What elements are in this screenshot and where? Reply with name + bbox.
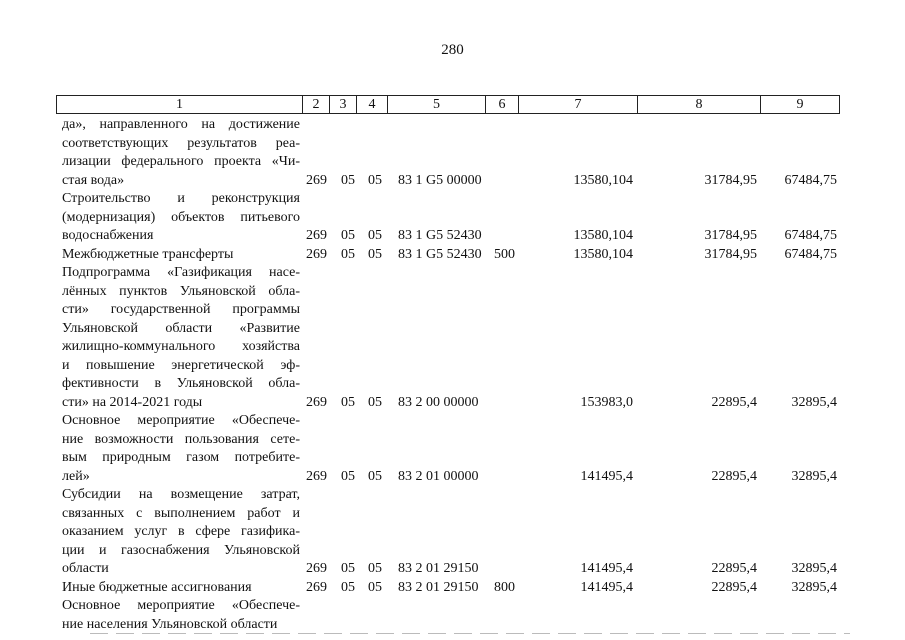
- code-cell: 269: [306, 172, 327, 188]
- table-row-name: [62, 486, 300, 579]
- row-name-line: сти» на 2014-2021 годы: [62, 394, 203, 410]
- amount-2021-cell: 67484,75: [784, 246, 837, 262]
- row-name-line: соответствующих результатов реа-: [62, 135, 300, 151]
- code-cell: 269: [306, 228, 327, 243]
- section-cell: 05: [341, 579, 355, 595]
- row-name-line: области: [62, 561, 109, 576]
- row-name-line: ние населения Ульяновской области: [62, 616, 278, 632]
- row-name-line: Межбюджетные трансферты: [62, 246, 234, 262]
- row-name-line: Подпрограмма «Газификация насе-: [62, 265, 300, 280]
- row-name-line: Основное мероприятие «Обеспече-: [62, 413, 300, 428]
- amount-2019-cell: 13580,104: [573, 172, 633, 188]
- amount-2020-cell: 22895,4: [711, 579, 757, 595]
- table-row-name: [62, 597, 300, 634]
- row-name-line: стая вода»: [62, 172, 125, 188]
- amount-2020-cell: 31784,95: [704, 172, 757, 188]
- column-header-6: 6: [486, 96, 519, 114]
- table-row-name: [62, 116, 300, 190]
- column-header-2: 2: [303, 96, 330, 114]
- amount-2019-cell: 141495,4: [580, 561, 633, 576]
- subsection-cell: 05: [368, 228, 382, 243]
- row-name-line: связанных с выполнением работ и: [62, 505, 300, 521]
- subsection-cell: 05: [368, 579, 382, 595]
- amount-2021-cell: 67484,75: [784, 172, 837, 188]
- target-article-cell: 83 1 G5 00000: [398, 172, 482, 188]
- subsection-cell: 05: [368, 394, 382, 410]
- code-cell: 269: [306, 579, 327, 595]
- amount-2021-cell: 32895,4: [791, 561, 837, 576]
- subsection-cell: 05: [368, 468, 382, 484]
- amount-2021-cell: 32895,4: [791, 468, 837, 484]
- amount-2019-cell: 13580,104: [573, 228, 633, 243]
- section-cell: 05: [341, 561, 355, 576]
- row-name-line: сти» государственной программы: [62, 302, 300, 317]
- row-name-line: Иные бюджетные ассигнования: [62, 579, 252, 595]
- amount-2019-cell: 13580,104: [573, 246, 633, 262]
- column-header-1: 1: [57, 96, 303, 114]
- row-name-line: оказанием услуг в сфере газифика-: [62, 524, 300, 539]
- scan-edge-line: [90, 633, 850, 634]
- column-header-5: 5: [388, 96, 486, 114]
- column-header-4: 4: [357, 96, 388, 114]
- table-row-name: [62, 264, 300, 412]
- column-header-3: 3: [330, 96, 357, 114]
- row-name-line: ние возможности пользования сете-: [62, 431, 300, 447]
- expense-type-cell: 800: [494, 579, 515, 595]
- row-name-line: да», направленного на достижение: [62, 117, 300, 132]
- amount-2021-cell: 67484,75: [784, 228, 837, 243]
- amount-2020-cell: 31784,95: [704, 228, 757, 243]
- amount-2021-cell: 32895,4: [791, 394, 837, 410]
- expense-type-cell: 500: [494, 246, 515, 262]
- column-header-9: 9: [761, 96, 840, 114]
- section-cell: 05: [341, 246, 355, 262]
- row-name-line: водоснабжения: [62, 228, 154, 243]
- code-cell: 269: [306, 468, 327, 484]
- row-name-line: Субсидии на возмещение затрат,: [62, 487, 300, 502]
- section-cell: 05: [341, 172, 355, 188]
- target-article-cell: 83 2 00 00000: [398, 394, 479, 410]
- target-article-cell: 83 2 01 29150: [398, 579, 479, 595]
- subsection-cell: 05: [368, 172, 382, 188]
- section-cell: 05: [341, 228, 355, 243]
- target-article-cell: 83 2 01 29150: [398, 561, 479, 576]
- amount-2020-cell: 31784,95: [704, 246, 757, 262]
- code-cell: 269: [306, 561, 327, 576]
- table-row-name: [62, 246, 300, 265]
- amount-2020-cell: 22895,4: [711, 561, 757, 576]
- section-cell: 05: [341, 394, 355, 410]
- column-header-7: 7: [519, 96, 638, 114]
- table-row-name: [62, 412, 300, 486]
- target-article-cell: 83 1 G5 52430: [398, 228, 482, 243]
- amount-2019-cell: 141495,4: [580, 468, 633, 484]
- table-row-name: [62, 579, 300, 598]
- row-name-line: вым природным газом потребите-: [62, 450, 300, 465]
- subsection-cell: 05: [368, 246, 382, 262]
- row-name-line: жилищно-коммунального хозяйства: [62, 339, 300, 354]
- row-name-line: лизации федерального проекта «Чи-: [62, 154, 300, 169]
- row-name-line: Основное мероприятие «Обеспече-: [62, 598, 300, 613]
- column-header-row: [56, 95, 840, 114]
- amount-2021-cell: 32895,4: [791, 579, 837, 595]
- table-row-name: [62, 190, 300, 246]
- row-name-line: лённых пунктов Ульяновской обла-: [62, 283, 300, 299]
- page-number: 280: [441, 42, 464, 58]
- amount-2019-cell: 141495,4: [580, 579, 633, 595]
- code-cell: 269: [306, 394, 327, 410]
- target-article-cell: 83 1 G5 52430: [398, 246, 482, 262]
- amount-2020-cell: 22895,4: [711, 394, 757, 410]
- column-header-8: 8: [638, 96, 761, 114]
- row-name-line: Ульяновской области «Развитие: [62, 320, 300, 336]
- amount-2019-cell: 153983,0: [580, 394, 633, 410]
- code-cell: 269: [306, 246, 327, 262]
- section-cell: 05: [341, 468, 355, 484]
- row-name-line: (модернизация) объектов питьевого: [62, 209, 300, 225]
- row-name-line: фективности в Ульяновской обла-: [62, 376, 300, 391]
- row-name-line: Строительство и реконструкция: [62, 191, 300, 206]
- row-name-line: лей»: [62, 468, 90, 484]
- amount-2020-cell: 22895,4: [711, 468, 757, 484]
- row-name-line: ции и газоснабжения Ульяновской: [62, 542, 300, 558]
- target-article-cell: 83 2 01 00000: [398, 468, 479, 484]
- row-name-line: и повышение энергетической эф-: [62, 357, 300, 373]
- subsection-cell: 05: [368, 561, 382, 576]
